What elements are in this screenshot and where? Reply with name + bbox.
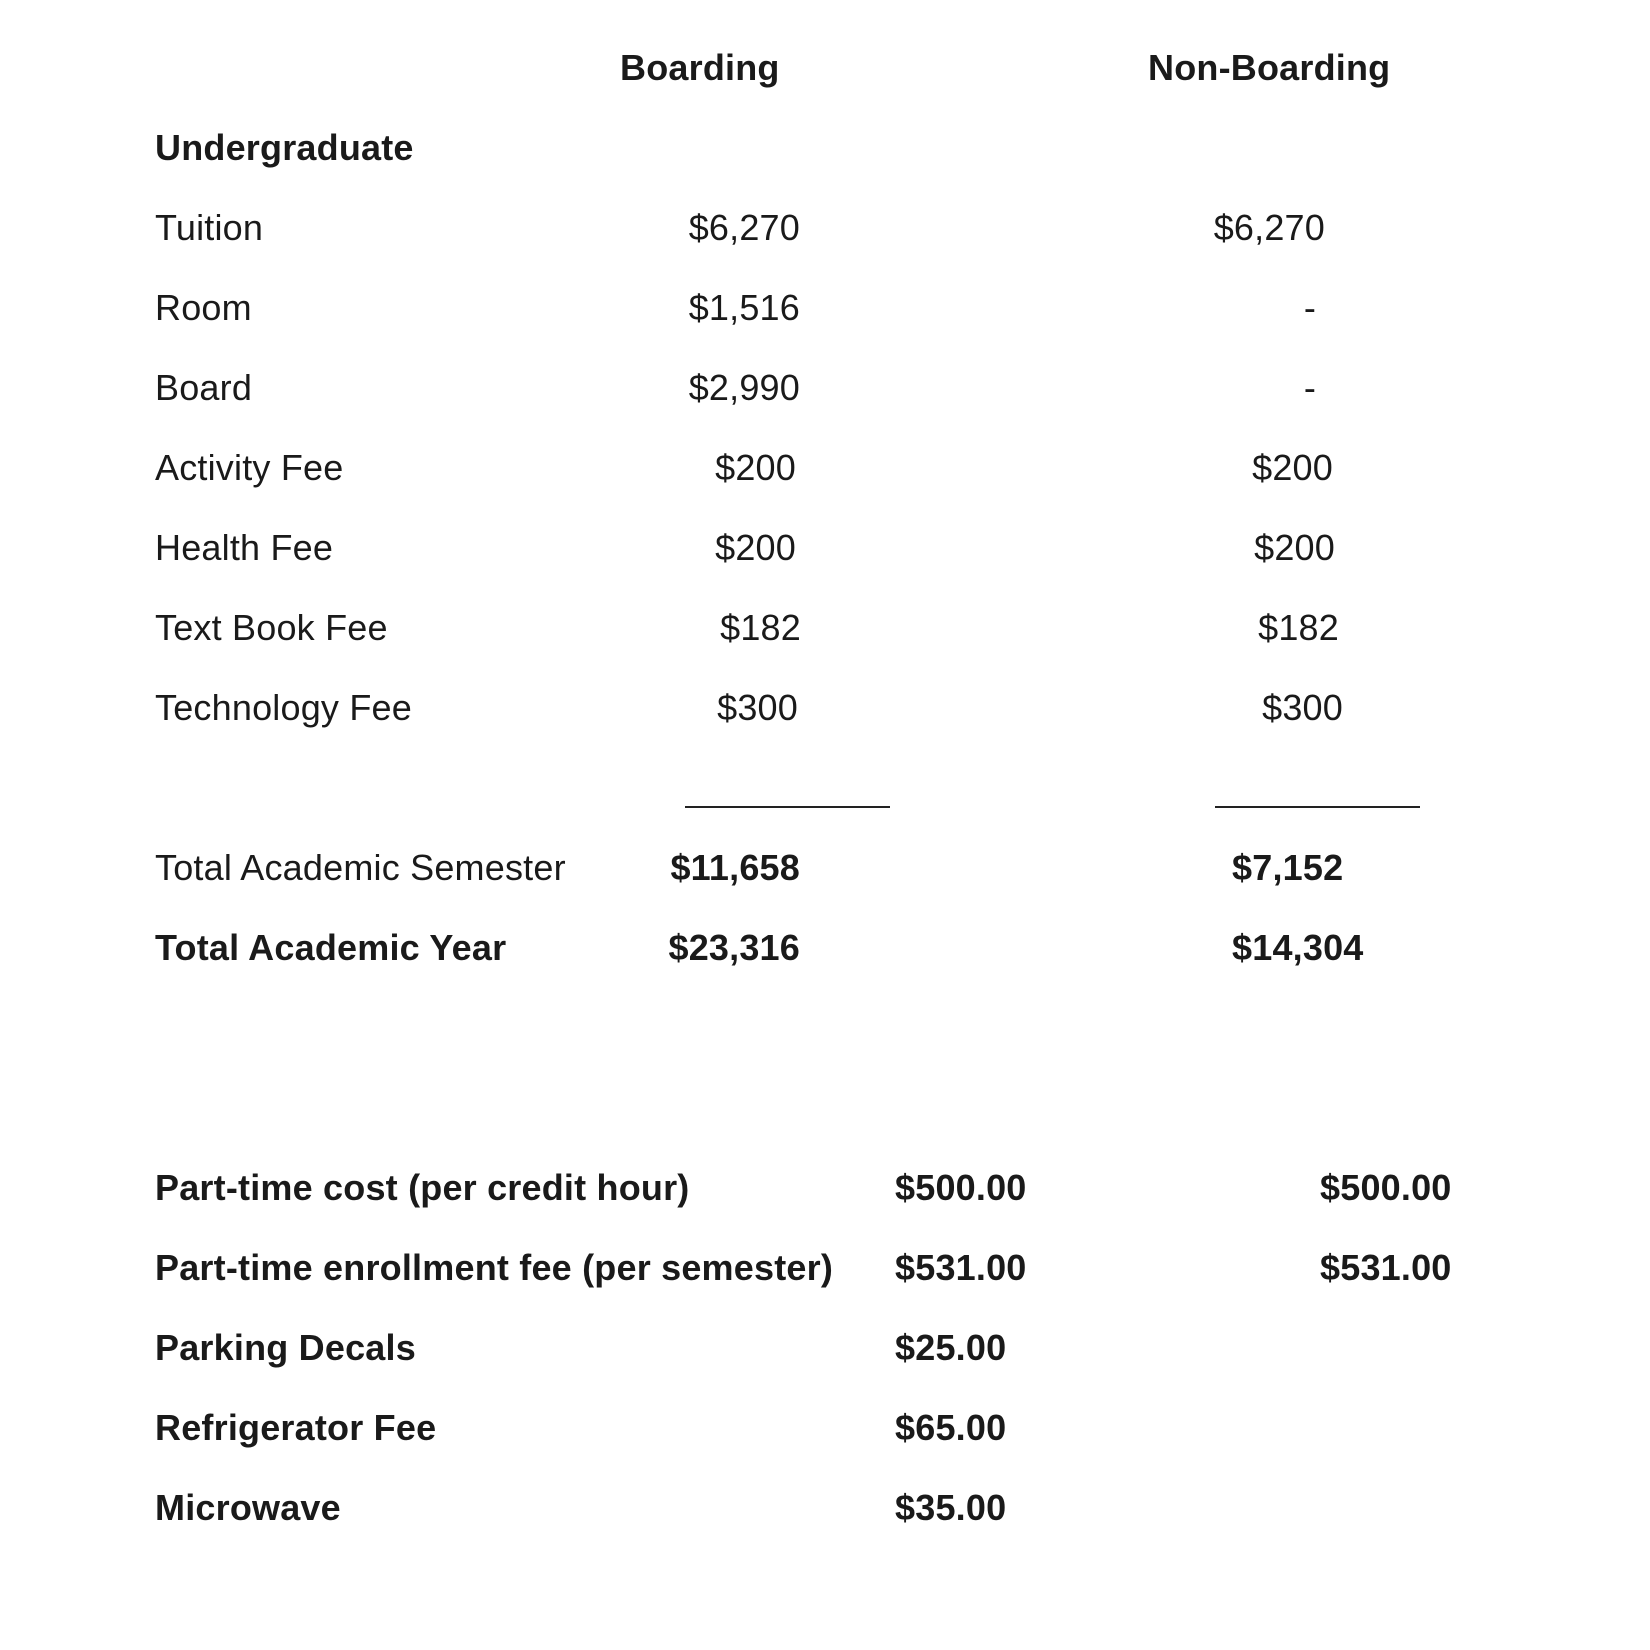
non-boarding-subtotal-rule — [1215, 806, 1420, 808]
fee-non-boarding-activity: $200 — [1252, 447, 1333, 488]
fee-label-technology: Technology Fee — [155, 687, 412, 728]
fee-non-boarding-tuition: $6,270 — [1213, 207, 1325, 248]
extra-boarding-parttime-enrollment: $531.00 — [895, 1247, 1027, 1288]
section-title: Undergraduate — [155, 127, 414, 168]
non-boarding-column-header: Non-Boarding — [1148, 47, 1391, 88]
fee-non-boarding-technology: $300 — [1262, 687, 1343, 728]
extra-label-parking: Parking Decals — [155, 1327, 416, 1368]
boarding-subtotal-rule — [685, 806, 890, 808]
extra-non-boarding-parttime-cost: $500.00 — [1320, 1167, 1452, 1208]
fee-label-textbook: Text Book Fee — [155, 607, 388, 648]
fee-label-board: Board — [155, 367, 253, 408]
fee-boarding-room: $1,516 — [688, 287, 800, 328]
extra-boarding-microwave: $35.00 — [895, 1487, 1007, 1528]
extra-label-microwave: Microwave — [155, 1487, 341, 1528]
extra-boarding-refrigerator: $65.00 — [895, 1407, 1007, 1448]
fee-boarding-activity: $200 — [715, 447, 796, 488]
fee-boarding-technology: $300 — [717, 687, 798, 728]
extra-label-refrigerator: Refrigerator Fee — [155, 1407, 437, 1448]
extra-boarding-parttime-cost: $500.00 — [895, 1167, 1027, 1208]
fee-boarding-board: $2,990 — [688, 367, 800, 408]
fee-label-health: Health Fee — [155, 527, 334, 568]
total-semester-non-boarding: $7,152 — [1232, 847, 1344, 888]
total-year-non-boarding: $14,304 — [1232, 927, 1364, 968]
total-semester-boarding: $11,658 — [670, 847, 800, 888]
total-year-label: Total Academic Year — [155, 927, 507, 968]
fee-label-activity: Activity Fee — [155, 447, 344, 488]
fee-label-room: Room — [155, 287, 252, 328]
fee-non-boarding-health: $200 — [1254, 527, 1335, 568]
fee-label-tuition: Tuition — [155, 207, 264, 248]
fee-boarding-textbook: $182 — [720, 607, 801, 648]
fee-boarding-health: $200 — [715, 527, 796, 568]
fee-non-boarding-board: - — [1303, 367, 1317, 408]
extra-label-parttime-cost: Part-time cost (per credit hour) — [155, 1167, 690, 1208]
fee-non-boarding-room: - — [1303, 287, 1317, 328]
fee-boarding-tuition: $6,270 — [688, 207, 800, 248]
fee-non-boarding-textbook: $182 — [1258, 607, 1339, 648]
extra-label-parttime-enrollment: Part-time enrollment fee (per semester) — [155, 1247, 834, 1288]
extra-boarding-parking: $25.00 — [895, 1327, 1007, 1368]
extra-non-boarding-parttime-enrollment: $531.00 — [1320, 1247, 1452, 1288]
boarding-column-header: Boarding — [620, 47, 780, 88]
total-year-boarding: $23,316 — [668, 927, 800, 968]
total-semester-label: Total Academic Semester — [155, 847, 566, 888]
